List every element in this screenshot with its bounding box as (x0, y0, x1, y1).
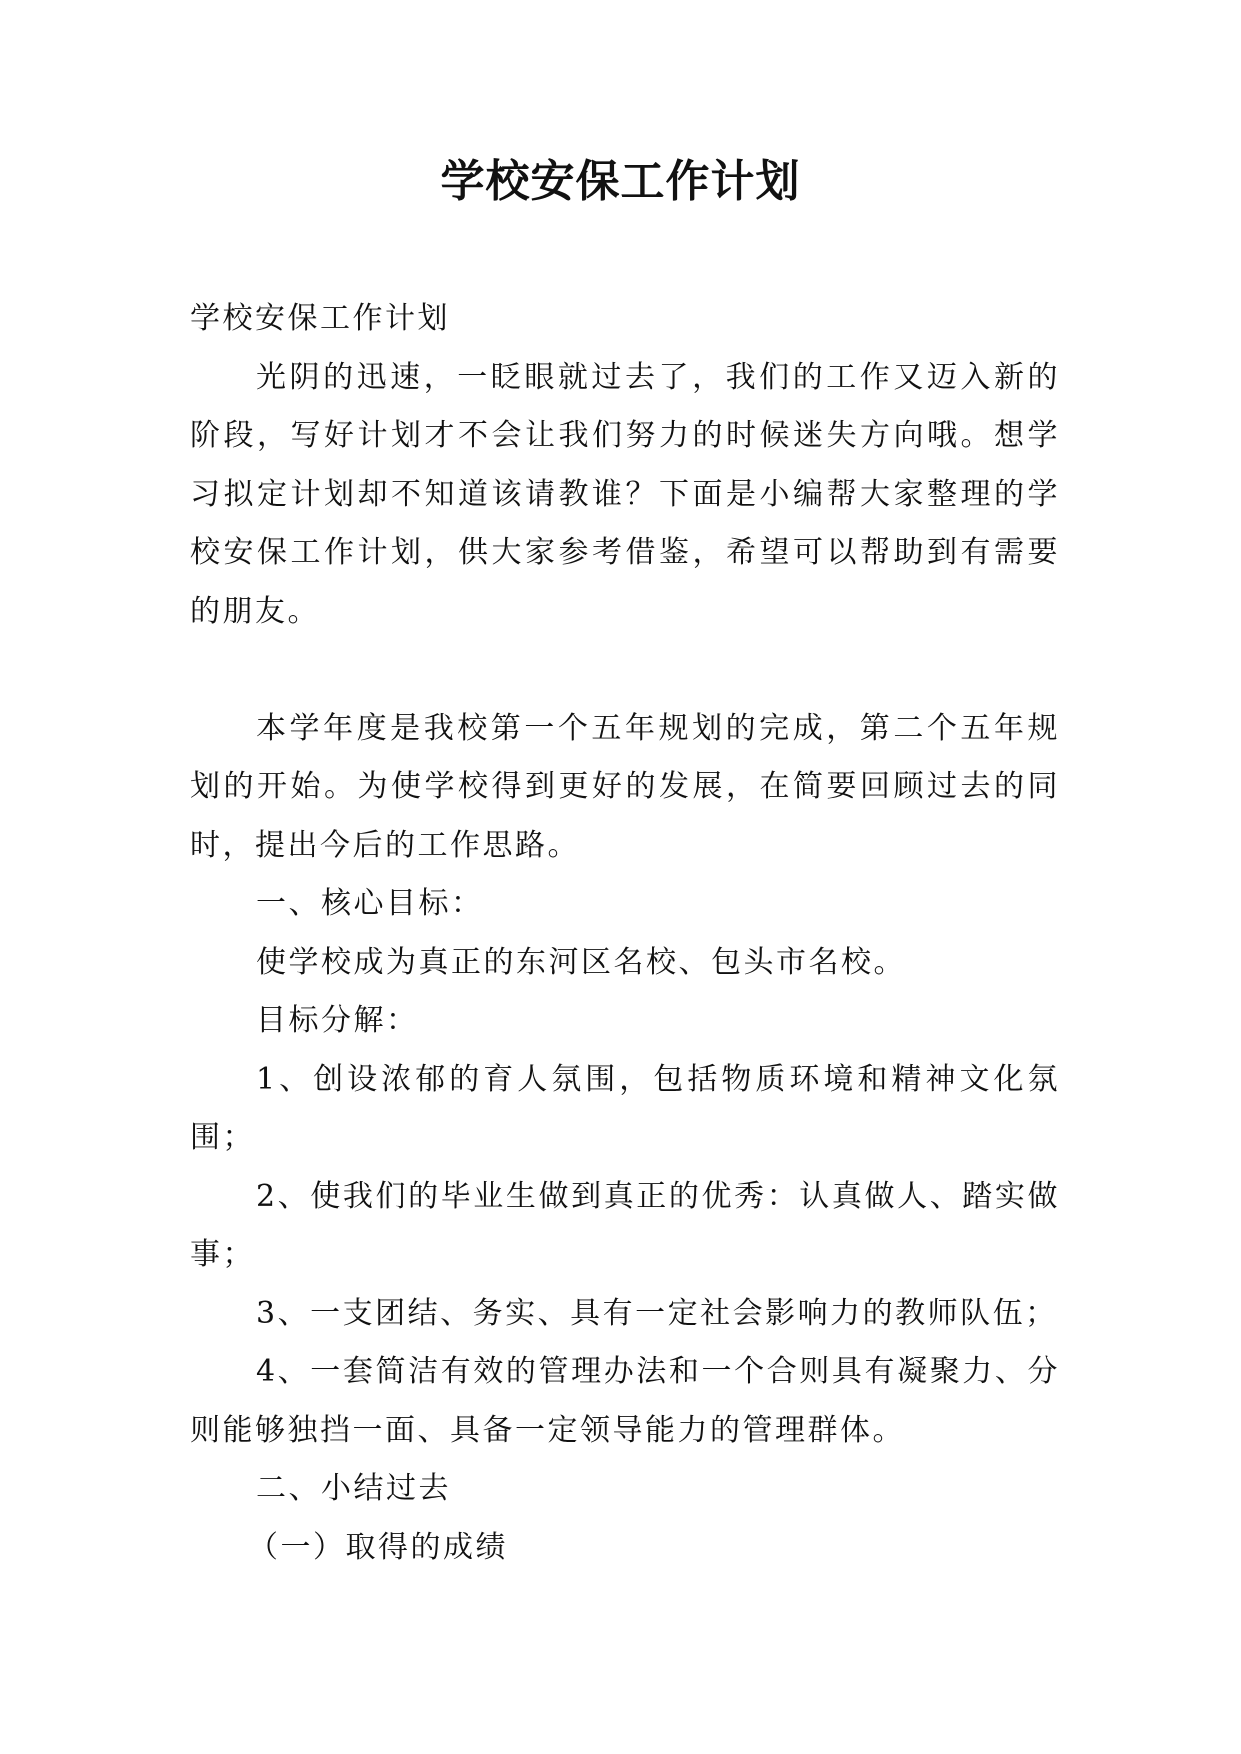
goal-item-1: 1、创设浓郁的育人氛围，包括物质环境和精神文化氛围； (190, 1061, 1060, 1155)
intro-paragraph: 光阴的迅速，一眨眼就过去了，我们的工作又迈入新的阶段，写好计划才不会让我们努力的时候迷失方向哦。想学习拟定计划却不知道该请教谁？下面是小编帮大家整理的学校安保工作计划，供大家参考借鉴，希望可以帮助到有需要的朋友。 (190, 359, 1060, 629)
intro-heading: 学校安保工作计划 (190, 301, 450, 336)
goal-breakdown-heading: 目标分解： (256, 1003, 419, 1038)
section-heading-core-goal: 一、核心目标： (256, 886, 484, 921)
goal-item-4: 4、一套简洁有效的管理办法和一个合则具有凝聚力、分则能够独挡一面、具备一定领导能力的管理群体。 (190, 1354, 1060, 1448)
document-title: 学校安保工作计划 (440, 156, 801, 207)
subsection-heading-achievements: （一）取得的成绩 (248, 1529, 508, 1565)
core-goal-text: 使学校成为真正的东河区名校、包头市名校。 (256, 944, 906, 980)
document-body (190, 290, 1060, 1577)
paragraph-spacer (190, 641, 1060, 700)
section-heading-review: 二、小结过去 (256, 1471, 451, 1506)
goal-item-3: 3、一支团结、务实、具有一定社会影响力的教师队伍； (256, 1295, 1058, 1331)
goal-item-2: 2、使我们的毕业生做到真正的优秀：认真做人、踏实做事； (190, 1178, 1060, 1272)
overview-paragraph: 本学年度是我校第一个五年规划的完成，第二个五年规划的开始。为使学校得到更好的发展，在简要回顾过去的同时，提出今后的工作思路。 (190, 710, 1060, 863)
